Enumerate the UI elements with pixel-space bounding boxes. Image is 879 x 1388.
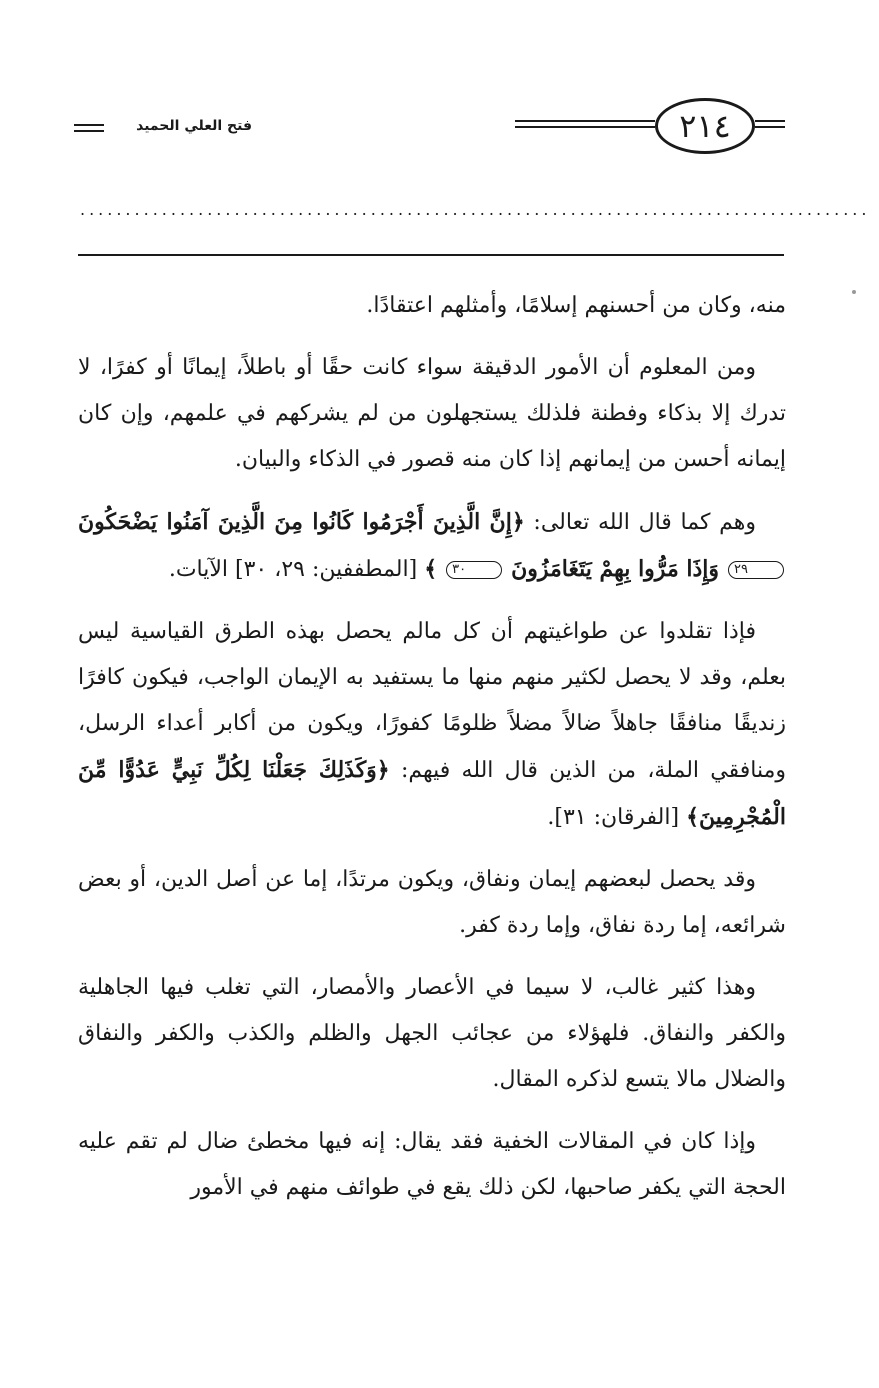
p3-intro: وهم كما قال الله تعالى: <box>533 510 756 535</box>
ayah-marker-29: ٢٩ <box>728 561 784 579</box>
paragraph-3 <box>78 499 786 593</box>
surah-reference-2: [الفرقان: ٣١]. <box>547 805 680 830</box>
page-body <box>78 283 786 1227</box>
ayah-marker-30: ٣٠ <box>446 561 502 579</box>
header-rule-left <box>515 120 655 128</box>
book-title-rule <box>74 124 104 132</box>
quran-verse-3: ﴿وَكَذَلِكَ جَعَلْنَا لِكُلِّ نَبِيٍّ عَدُوًّا مِّنَ الْمُجْرِمِينَ﴾ <box>78 757 786 830</box>
page-number: ٢١٤ <box>655 98 755 154</box>
margin-mark <box>852 290 856 294</box>
p4-text: فإذا تقلدوا عن طواغيتهم أن كل مالم يحصل بهذه الطرق القياسية ليس بعلم، وقد لا يحصل لكثير منهم منها ما يستفيد به الإيمان الواجب، فيكون كافرًا زنديقًا منافقًا جاهلاً ضالاً مضلاً ظلومًا كفورًا، ويكون من أكابر أعداء الرسل، ومنافقي الملة، من الذين قال الله فيهم: <box>78 619 787 783</box>
paragraph-5: وقد يحصل لبعضهم إيمان ونفاق، ويكون مرتدًا، إما عن أصل الدين، أو بعض شرائعه، إما ردة نفاق، وإما ردة كفر. <box>78 867 786 938</box>
surah-reference-1: [المطففين: ٢٩، ٣٠] الآيات. <box>168 557 418 582</box>
paragraph-4 <box>78 609 786 841</box>
book-title: فتح العلي الحميد <box>136 118 252 134</box>
quran-verse-2: وَإِذَا مَرُّوا بِهِمْ يَتَغَامَزُونَ <box>511 556 720 582</box>
quran-verse-1: ﴿إِنَّ الَّذِينَ أَجْرَمُوا كَانُوا مِنَ الَّذِينَ آمَنُوا يَضْحَكُونَ <box>78 509 525 535</box>
page-header <box>0 0 879 180</box>
footnote-dotted-line: ....................................................................................... <box>80 200 871 219</box>
footnote-separator <box>78 254 784 256</box>
quran-verse-close: ﴾ <box>424 556 438 582</box>
header-rule-right <box>755 120 785 128</box>
paragraph-2: ومن المعلوم أن الأمور الدقيقة سواء كانت حقًا أو باطلاً، إيمانًا أو كفرًا، لا تدرك إلا بذكاء وفطنة فلذلك يستجهلون من لم يشركهم في علمهم، وإن كان إيمانه أحسن من إيمانهم إذا كان منه قصور في الذكاء والبيان. <box>78 355 786 472</box>
paragraph-1: منه، وكان من أحسنهم إسلامًا، وأمثلهم اعتقادًا. <box>366 293 786 318</box>
paragraph-7: وإذا كان في المقالات الخفية فقد يقال: إنه فيها مخطئ ضال لم تقم عليه الحجة التي يكفر صاحبها، لكن ذلك يقع في طوائف منهم في الأمور <box>78 1129 786 1200</box>
paragraph-6: وهذا كثير غالب، لا سيما في الأعصار والأمصار، التي تغلب فيها الجاهلية والكفر والنفاق. فلهؤلاء من عجائب الجهل والظلم والكذب والكفر والنفاق والضلال مالا يتسع لذكره المقال. <box>78 975 786 1092</box>
